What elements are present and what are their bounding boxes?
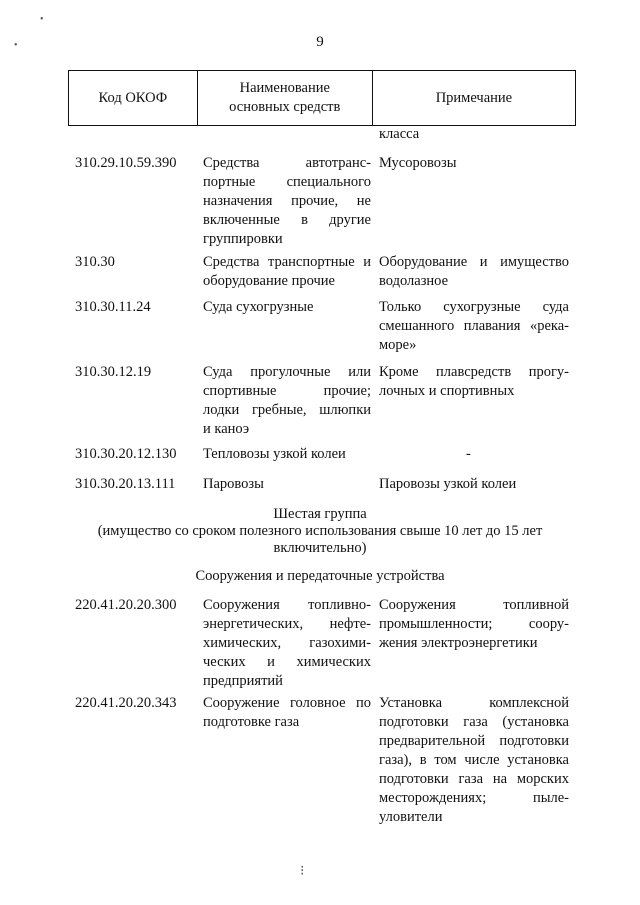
row-code: 310.29.10.59.390 [75,155,177,171]
note-line: жения электроэнергетики [379,635,538,651]
note-line: Кроме плавсредств прогу- [379,364,569,380]
note-line: Только сухогрузные суда [379,299,569,315]
header-code-label: Код ОКОФ [98,89,168,106]
row-name [203,445,371,464]
header-code [69,71,198,126]
row-name [203,253,371,291]
name-line: Сооружение головное по [203,695,371,711]
name-line: и каноэ [203,421,250,437]
continuation-note: класса [379,126,420,142]
row-name [203,154,371,249]
row-note [379,475,569,494]
name-line: Суда сухогрузные [203,299,314,315]
name-line: спортивные прочие; [203,383,371,399]
row-code: 310.30.20.12.130 [75,446,177,462]
row-code: 310.30.11.24 [75,299,151,315]
header-note-label: Примечание [435,89,513,106]
name-line: включенные в другие [203,212,371,228]
row-code: 310.30.20.13.111 [75,476,176,492]
name-line: Сооружения топливно- [203,597,371,613]
row-name [203,694,371,732]
group-subtitle-line-1: (имущество со сроком полезного использования свыше 10 лет до 15 лет [97,523,543,539]
row-name [203,363,371,439]
name-line: подготовке газа [203,714,300,730]
row-code: 310.30 [75,254,115,270]
note-line: уловители [379,809,443,825]
name-line: Суда прогулочные или [203,364,371,380]
row-note [379,298,569,355]
note-line: Мусоровозы [379,155,457,171]
row-name [203,298,371,317]
row-note [379,694,569,827]
note-line: подготовки газа на морских [379,771,569,787]
table-header [68,70,576,126]
note-line: газа), в том числе установка [379,752,569,768]
name-line: химических, газохими- [203,635,371,651]
note-line: Сооружения топливной [379,597,569,613]
name-line: Паровозы [203,476,264,492]
note-line: море» [379,337,417,353]
note-line: Паровозы узкой колеи [379,476,517,492]
row-code: 310.30.12.19 [75,364,152,380]
name-line: группировки [203,231,283,247]
name-line: Средства транспортные и [203,254,371,270]
page-number: 9 [316,34,324,50]
note-line: месторождениях; пыле- [379,790,569,806]
note-line: лочных и спортивных [379,383,515,399]
row-note [379,253,569,291]
group-subtitle-line-2: включительно) [273,540,367,556]
name-line: ческих и химических [203,654,371,670]
name-line: энергетических, нефте- [203,616,371,632]
row-code: 220.41.20.20.300 [75,597,177,613]
row-code: 220.41.20.20.343 [75,695,177,711]
scan-speck: ⁝ [300,864,305,879]
name-line: оборудование прочие [203,273,335,289]
note-line: смешанного плавания «река- [379,318,569,334]
scan-speck: • [40,14,44,25]
name-line: Тепловозы узкой колеи [203,446,346,462]
header-name-line-2: основных средств [229,99,341,115]
section-title: Сооружения и передаточные устройства [195,568,445,584]
name-line: назначения прочие, не [203,193,371,209]
row-name [203,596,371,691]
header-name-line-1: Наименование [239,80,330,96]
name-line: предприятий [203,673,283,689]
row-note [379,363,569,401]
note-line: предварительной подготовки [379,733,569,749]
header-name [197,71,372,126]
note-line: промышленности; соору- [379,616,569,632]
group-title: Шестая группа [273,506,367,522]
header-note [372,71,575,126]
scan-speck: • [14,40,18,51]
row-note [379,154,569,173]
row-note [379,596,569,653]
row-note-dash: - [466,446,471,462]
row-name [203,475,371,494]
note-line: Установка комплексной [379,695,569,711]
name-line: портные специального [203,174,371,190]
note-line: Оборудование и имущество [379,254,569,270]
name-line: Средства автотранс- [203,155,371,171]
note-line: водолазное [379,273,449,289]
note-line: подготовки газа (установка [379,714,569,730]
name-line: лодки гребные, шлюпки [203,402,371,418]
